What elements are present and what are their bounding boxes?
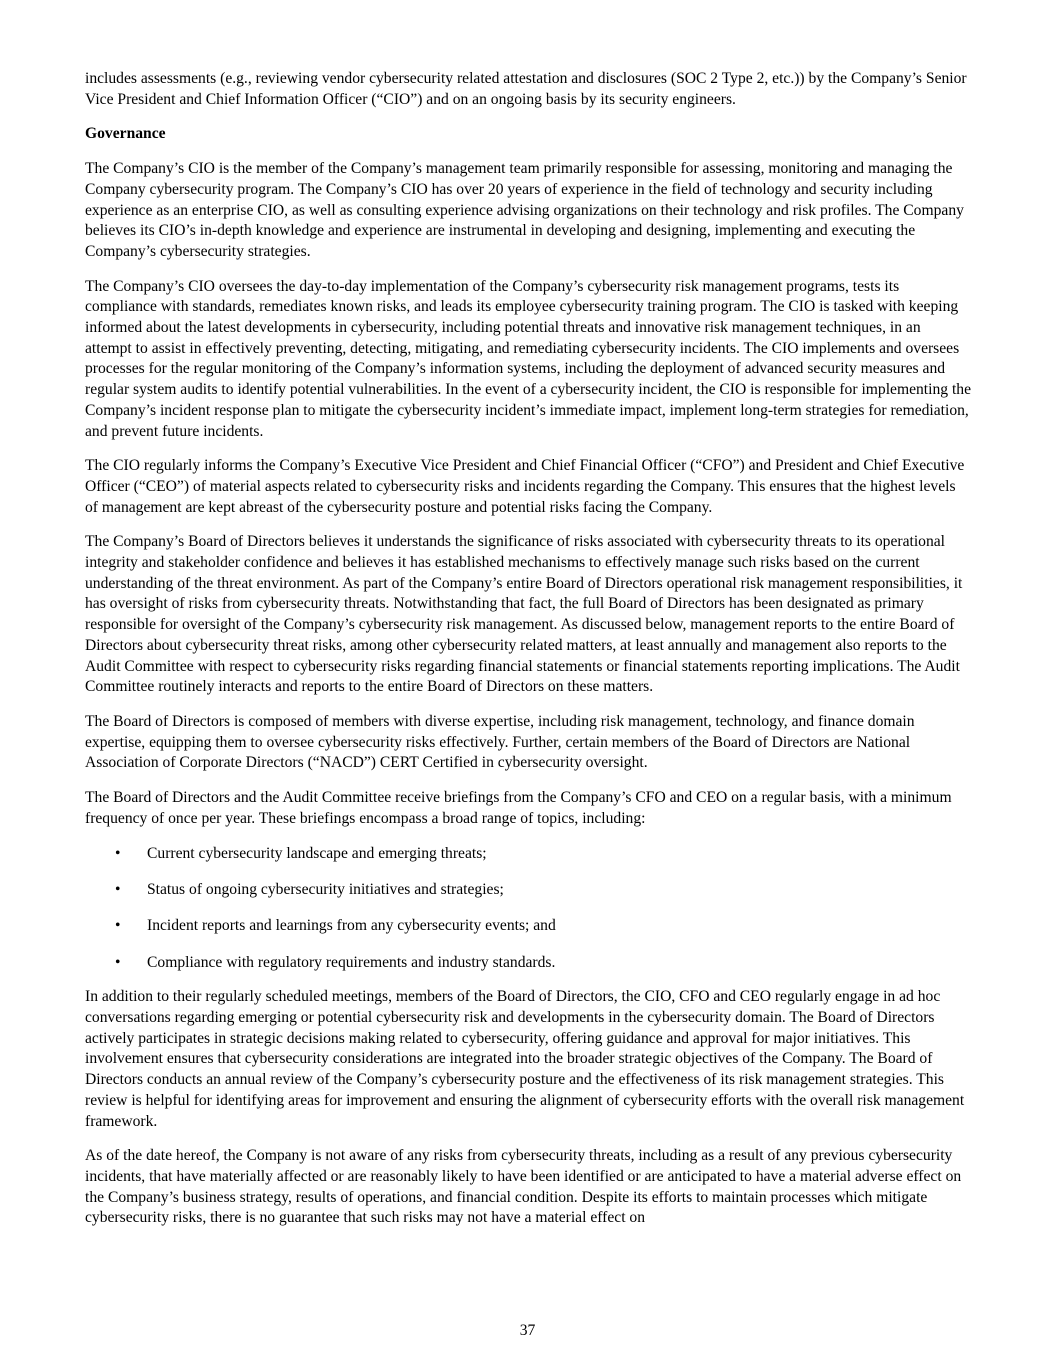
list-item xyxy=(85,953,971,974)
paragraph-cio-reporting: The CIO regularly informs the Company’s Executive Vice President and Chief Financial Officer (“CFO”) and President and Chief Executive Officer (“CEO”) of material aspects related to cybersecurity risks and incidents regarding the Company. This ensures that the highest levels of management are kept abreast of the cybersecurity posture and potential risks facing the Company. xyxy=(85,457,965,516)
page-number: 37 xyxy=(519,1322,536,1339)
paragraph-cio-oversight: The Company’s CIO oversees the day-to-day implementation of the Company’s cybersecurity risk management programs, tests its compliance with standards, remediates known risks, and leads its employee cybersecurity training program. The CIO is tasked with keeping informed about the latest developments in cybersecurity, including potential threats and innovative risk management techniques, in an attempt to assist in effectively preventing, detecting, mitigating, and remediating cybersecurity incidents. The CIO implements and oversees processes for the regular monitoring of the Company’s information systems, including the deployment of advanced security measures and regular system audits to identify potential vulnerabilities. In the event of a cybersecurity incident, the CIO is responsible for implementing the Company’s incident response plan to mitigate the cybersecurity incident’s immediate impact, implement long-term strategies for remediation, and prevent future incidents. xyxy=(85,277,972,440)
paragraph-board-oversight: The Company’s Board of Directors believes it understands the significance of risks associated with cybersecurity threats to its operational integrity and stakeholder confidence and believes it has established mechanisms to effectively manage such risks based on the current understanding of the threat environment. As part of the Company’s entire Board of Directors operational risk management responsibilities, it has oversight of risks from cybersecurity threats. Notwithstanding that fact, the full Board of Directors has been designated as primary responsible for oversight of the Company’s cybersecurity risk management. As discussed below, management reports to the entire Board of Directors about cybersecurity threat risks, among other cybersecurity related matters, at least annually and management also reports to the Audit Committee with respect to cybersecurity risks regarding financial statements or financial statements reporting implications. The Audit Committee routinely interacts and reports to the entire Board of Directors on these matters. xyxy=(85,533,963,696)
paragraph-briefings: The Board of Directors and the Audit Committee receive briefings from the Company’s CFO and CEO on a regular basis, with a minimum frequency of once per year. These briefings encompass a broad range of topics, including: xyxy=(85,789,952,827)
list-item-text: Status of ongoing cybersecurity initiatives and strategies; xyxy=(147,880,504,898)
paragraph-board-composition: The Board of Directors is composed of members with diverse expertise, including risk management, technology, and finance domain expertise, equipping them to oversee cybersecurity risks effectively. Further, certain members of the Board of Directors are National Association of Corporate Directors (“NACD”) CERT Certified in cybersecurity oversight. xyxy=(85,712,915,772)
list-item xyxy=(85,916,971,937)
paragraph-cio-role: The Company’s CIO is the member of the Company’s management team primarily responsible for assessing, monitoring and managing the Company cybersecurity program. The Company’s CIO has over 20 years of experience in the field of technology and security including experience as an enterprise CIO, as well as consulting experience advising organizations on their technology and risk profiles. The Company believes its CIO’s in-depth knowledge and experience are instrumental in developing and designing, implementing and executing the Company’s cybersecurity strategies. xyxy=(85,160,964,260)
list-item xyxy=(85,844,971,865)
briefing-topics-list xyxy=(85,844,971,974)
list-item-text: Incident reports and learnings from any cybersecurity events; and xyxy=(147,917,556,935)
bullet-icon: • xyxy=(115,917,121,935)
bullet-icon: • xyxy=(115,880,121,898)
paragraph-board-engagement: In addition to their regularly scheduled meetings, members of the Board of Directors, the CIO, CFO and CEO regularly engage in ad hoc conversations regarding emerging or potential cybersecurity risk and developments in the cybersecurity domain. The Board of Directors actively participates in strategic decisions making related to cybersecurity, offering guidance and approval for major initiatives. This involvement ensures that cybersecurity considerations are integrated into the broader strategic objectives of the Company. The Board of Directors conducts an annual review of the Company’s cybersecurity posture and the effectiveness of its risk management strategies. This review is helpful for identifying areas for improvement and ensuring the alignment of cybersecurity efforts with the overall risk management framework. xyxy=(85,988,965,1130)
list-item xyxy=(85,880,971,901)
list-item-text: Compliance with regulatory requirements and industry standards. xyxy=(147,953,556,971)
bullet-icon: • xyxy=(115,953,121,971)
intro-paragraph: includes assessments (e.g., reviewing vendor cybersecurity related attestation and disclosures (SOC 2 Type 2, etc.)) by the Company’s Senior Vice President and Chief Information Officer (“CIO”) and on an ongoing basis by its security engineers. xyxy=(85,70,967,108)
document-body xyxy=(85,69,971,1243)
bullet-icon: • xyxy=(115,844,121,862)
section-heading-governance: Governance xyxy=(85,125,166,143)
list-item-text: Current cybersecurity landscape and emerging threats; xyxy=(147,844,487,862)
paragraph-risk-status: As of the date hereof, the Company is not aware of any risks from cybersecurity threats, including as a result of any previous cybersecurity incidents, that have materially affected or are reasonably likely to have been identified or are anticipated to have a material adverse effect on the Company’s business strategy, results of operations, and financial condition. Despite its efforts to maintain processes which mitigate cybersecurity risks, there is no guarantee that such risks may not have a material effect on xyxy=(85,1147,962,1227)
